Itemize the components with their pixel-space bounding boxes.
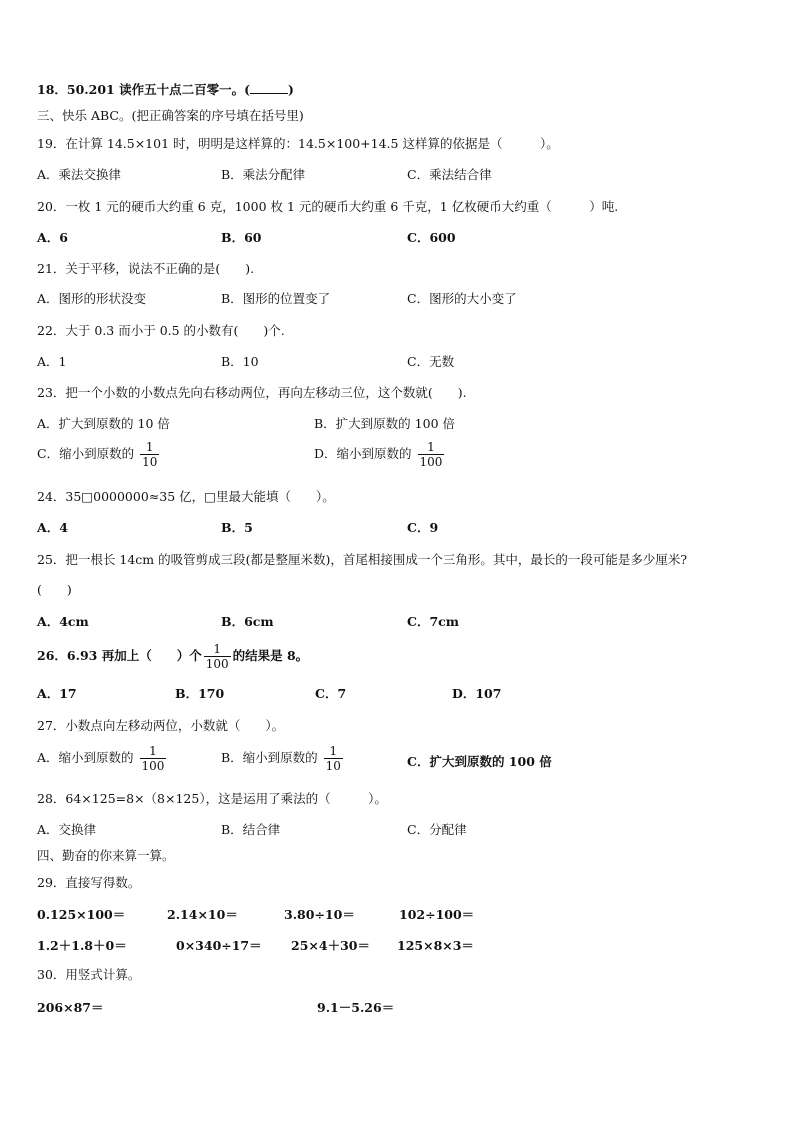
question-27-stem: 27．小数点向左移动两位，小数就（ ）。 [37,718,285,733]
question-21-stem: 21．关于平移，说法不正确的是( ). [37,261,255,276]
question-19-stem: 19．在计算 14.5×101 时，明明是这样算的：14.5×100+14.5 这样算的依据是（ ）。 [37,136,559,151]
option-d-text: D．缩小到原数的 [314,446,412,461]
fraction [324,744,343,773]
fraction-numerator: 1 [149,744,157,758]
option-a[interactable]: A．1 [37,354,67,369]
fraction-denominator: 10 [325,759,341,773]
calc-item: 3.80÷10＝ [284,907,355,922]
fraction-denominator: 100 [205,657,229,671]
question-18 [37,81,294,98]
question-25-stem: 25．把一根长 14cm 的吸管剪成三段(都是整厘米数)，首尾相接围成一个三角形。其中，最长的一段可能是多少厘米? [37,552,688,567]
calc-item: 1.2＋1.8＋0＝ [37,938,127,953]
calc-item: 0.125×100＝ [37,907,126,922]
calc-item: 102÷100＝ [399,907,475,922]
question-26-stem-post: 的结果是 8。 [232,648,309,663]
option-d[interactable] [314,440,446,469]
question-29-stem: 29．直接写得数。 [37,875,141,890]
option-b[interactable]: B．乘法分配律 [221,167,306,182]
fraction-denominator: 10 [142,455,158,469]
option-d[interactable]: D．107 [452,686,502,701]
question-18-text: 18．50.201 读作五十点二百零一。( [37,82,251,97]
option-c[interactable]: C．9 [407,520,439,535]
calc-item: 2.14×10＝ [167,907,238,922]
option-a[interactable] [37,744,168,773]
option-a-text: A．缩小到原数的 [37,750,134,765]
option-a[interactable]: A．图形的形状没变 [37,291,147,306]
fraction-denominator: 100 [141,759,165,773]
question-24-stem: 24．35□0000000≈35 亿，□里最大能填（ ）。 [37,489,335,504]
option-c[interactable]: C．7 [315,686,347,701]
question-25-answer-paren: ( ) [37,582,72,597]
option-c[interactable]: C．无数 [407,354,455,369]
option-c-text: C．缩小到原数的 [37,446,135,461]
option-c[interactable]: C．扩大到原数的 100 倍 [407,754,552,769]
option-b[interactable]: B．5 [221,520,253,535]
option-c[interactable]: C．分配律 [407,822,467,837]
fraction [140,744,167,773]
calc-item: 125×8×3＝ [397,938,474,953]
calc-item: 25×4＋30＝ [291,938,370,953]
vertical-calc-item: 9.1－5.26＝ [317,1000,395,1015]
option-b[interactable]: B．结合律 [221,822,281,837]
option-b[interactable]: B．60 [221,230,262,245]
question-18-close: ) [288,82,294,97]
calc-item: 0×340÷17＝ [176,938,262,953]
fraction [140,440,159,469]
option-b-text: B．缩小到原数的 [221,750,318,765]
option-a[interactable]: A．4cm [37,614,89,629]
option-c[interactable] [37,440,161,469]
option-a[interactable]: A．交换律 [37,822,97,837]
question-20-stem: 20．一枚 1 元的硬币大约重 6 克，1000 枚 1 元的硬币大约重 6 千克，1 亿枚硬币大约重（ ）吨. [37,199,619,214]
option-b[interactable] [221,744,345,773]
option-a[interactable]: A．乘法交换律 [37,167,122,182]
option-b[interactable]: B．扩大到原数的 100 倍 [314,416,455,431]
question-22-stem: 22．大于 0.3 而小于 0.5 的小数有( )个. [37,323,285,338]
option-a[interactable]: A．4 [37,520,68,535]
option-c[interactable]: C．7cm [407,614,459,629]
option-b[interactable]: B．图形的位置变了 [221,291,331,306]
option-c[interactable]: C．乘法结合律 [407,167,492,182]
option-b[interactable]: B．10 [221,354,259,369]
question-23-options-cd [37,440,774,480]
option-c[interactable]: C．图形的大小变了 [407,291,517,306]
fraction-numerator: 1 [329,744,338,758]
fraction [418,440,445,469]
question-27-options [37,744,774,784]
fraction [204,642,231,671]
section-4-heading: 四、勤奋的你来算一算。 [37,848,175,863]
question-26-stem [37,642,308,671]
vertical-calc-item: 206×87＝ [37,1000,104,1015]
fraction-numerator: 1 [145,440,154,454]
fraction-numerator: 1 [427,440,435,454]
fraction-denominator: 100 [419,455,443,469]
option-a[interactable]: A．6 [37,230,68,245]
section-3-heading: 三、快乐 ABC。(把正确答案的序号填在括号里) [37,108,304,123]
option-a[interactable]: A．扩大到原数的 10 倍 [37,416,170,431]
fraction-numerator: 1 [213,642,221,656]
question-30-stem: 30．用竖式计算。 [37,967,141,982]
question-28-stem: 28．64×125=8×（8×125），这是运用了乘法的（ ）。 [37,791,387,806]
question-26-stem-pre: 26．6.93 再加上（ ）个 [37,648,202,663]
answer-blank[interactable] [250,81,288,94]
option-b[interactable]: B．170 [175,686,225,701]
option-b[interactable]: B．6cm [221,614,274,629]
option-a[interactable]: A．17 [37,686,77,701]
question-23-stem: 23．把一个小数的小数点先向右移动两位，再向左移动三位，这个数就( ). [37,385,467,400]
option-c[interactable]: C．600 [407,230,456,245]
